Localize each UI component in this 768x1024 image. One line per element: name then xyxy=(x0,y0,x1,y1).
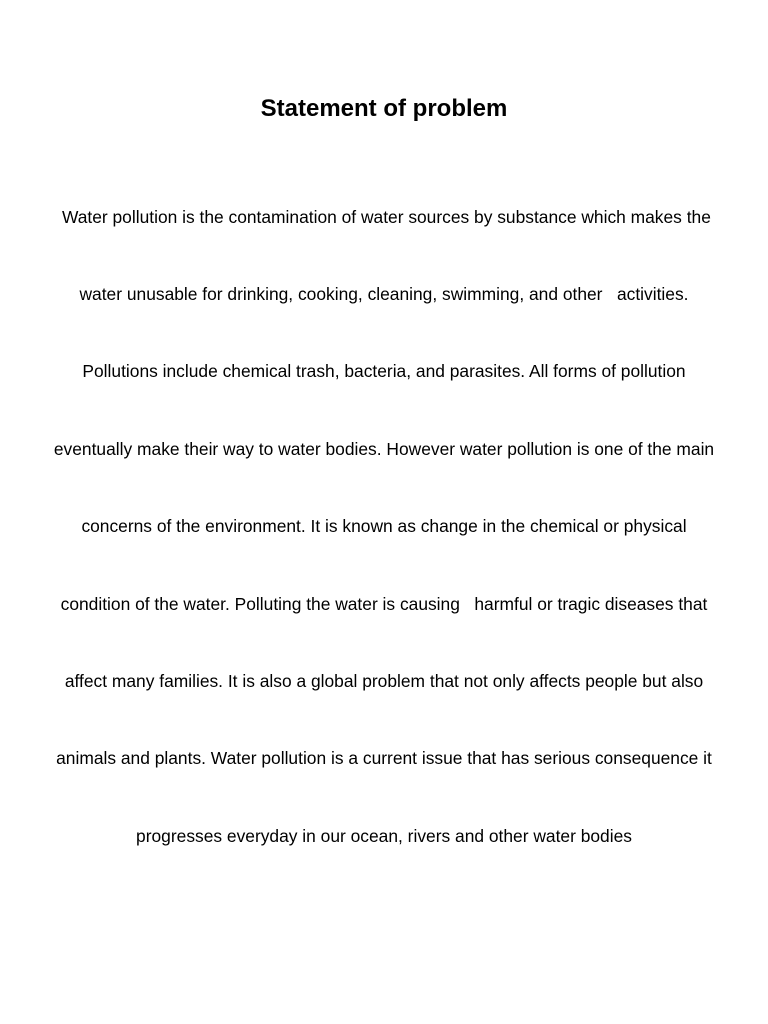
paragraph-line-9: progresses everyday in our ocean, rivers and other water bodies xyxy=(136,825,632,846)
paragraph-line-6: condition of the water. Polluting the water is causing harmful or tragic diseases that xyxy=(60,593,708,614)
paragraph-line-8: animals and plants. Water pollution is a current issue that has serious consequence it xyxy=(56,748,712,769)
problem-statement-paragraph xyxy=(14,153,754,901)
paragraph-line-2: water unusable for drinking, cooking, cleaning, swimming, and other activities. xyxy=(79,283,689,304)
paragraph-line-4: eventually make their way to water bodies. However water pollution is one of the main xyxy=(53,438,715,459)
page-title: Statement of problem xyxy=(260,95,508,122)
paragraph-line-5: concerns of the environment. It is known as change in the chemical or physical xyxy=(81,516,687,537)
paragraph-line-3: Pollutions include chemical trash, bacteria, and parasites. All forms of pollution xyxy=(82,361,686,382)
paragraph-line-1: Water pollution is the contamination of water sources by substance which makes the xyxy=(57,206,711,227)
paragraph-line-7: affect many families. It is also a global problem that not only affects people but also xyxy=(64,670,704,691)
